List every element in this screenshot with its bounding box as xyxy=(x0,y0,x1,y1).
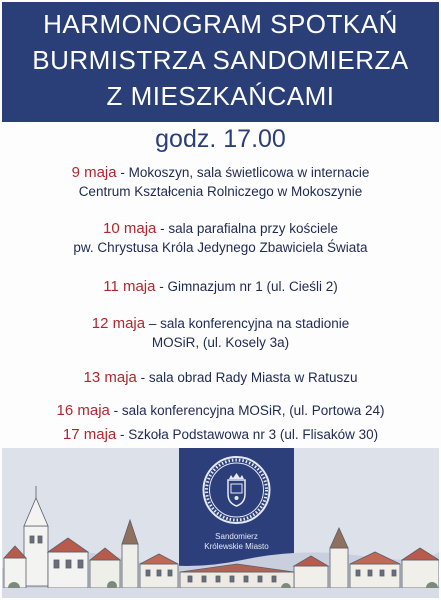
schedule-venue-cont: Centrum Kształcenia Rolniczego w Mokoszynie xyxy=(78,184,363,199)
title-line-1: HARMONOGRAM SPOTKAŃ xyxy=(43,9,398,39)
schedule-date: 11 maja xyxy=(103,278,156,295)
schedule-venue: - sala konferencyjna MOSiR, (ul. Portowa 24) xyxy=(109,403,385,418)
schedule-date: 13 maja xyxy=(83,369,137,386)
title-line-2: BURMISTRZA SANDOMIERZA xyxy=(32,45,409,75)
schedule-venue: - sala parafialna przy kościele xyxy=(156,221,338,236)
schedule-entry xyxy=(0,314,441,352)
schedule-venue-cont: pw. Chrystusa Króla Jedynego Zbawiciela Świata xyxy=(73,240,368,255)
poster-header xyxy=(2,2,439,122)
schedule-date: 16 maja xyxy=(56,402,110,419)
schedule-entry xyxy=(0,277,441,296)
schedule-date: 10 maja xyxy=(103,220,157,237)
schedule-venue: - Szkoła Podstawowa nr 3 (ul. Flisaków 30) xyxy=(116,427,379,442)
schedule-entry xyxy=(0,401,441,420)
schedule-venue: - sala obrad Rady Miasta w Ratuszu xyxy=(136,370,358,385)
schedule-entry xyxy=(0,368,441,387)
schedule-entry xyxy=(0,425,441,444)
schedule-venue: – sala konferencyjna na stadionie xyxy=(145,316,350,331)
schedule-date: 12 maja xyxy=(91,315,146,332)
schedule-entry xyxy=(0,163,441,201)
schedule-date: 9 maja xyxy=(71,164,117,181)
town-skyline-drawing xyxy=(2,448,439,598)
schedule-venue: - Mokoszyn, sala świetlicowa w internacie xyxy=(116,165,370,180)
meeting-time: godz. 17.00 xyxy=(155,125,286,153)
schedule-venue: - Gimnazjum nr 1 (ul. Cieśli 2) xyxy=(155,279,338,294)
logo-tagline: Królewskie Miasto xyxy=(204,542,269,551)
title-line-3: Z MIESZKAŃCAMI xyxy=(106,81,335,111)
schedule-entry xyxy=(0,219,441,257)
town-illustration xyxy=(2,448,439,598)
schedule-venue-cont: MOSiR, (ul. Kosely 3a) xyxy=(151,335,290,350)
logo-city-name: Sandomierz xyxy=(215,532,258,541)
schedule-date: 17 maja xyxy=(62,426,117,443)
